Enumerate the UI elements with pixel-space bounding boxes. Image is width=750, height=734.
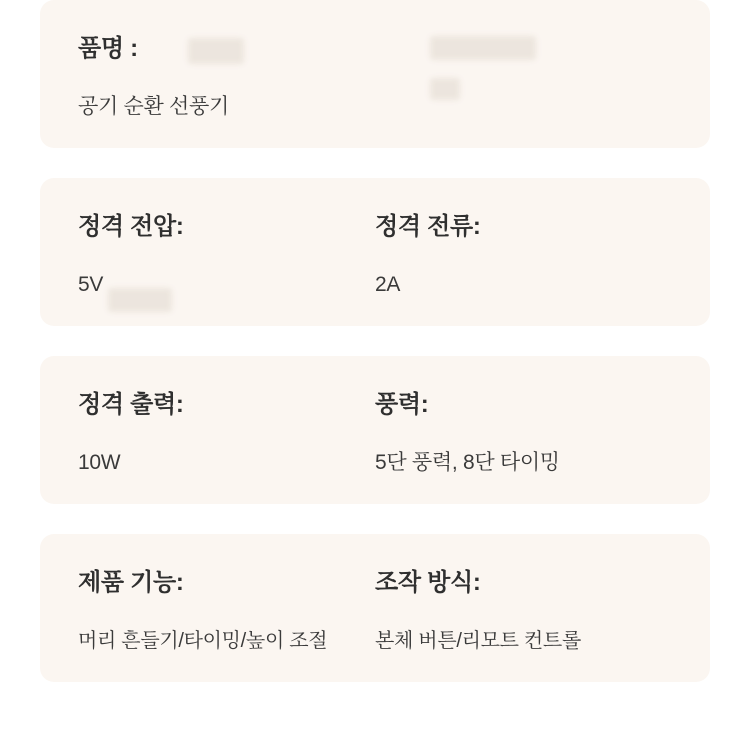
spec-field-rated-current <box>375 212 672 298</box>
spec-label: 제품 기능: <box>78 569 184 596</box>
spec-label: 품명 : <box>78 35 138 62</box>
spec-row <box>78 390 672 476</box>
spec-label: 정격 출력: <box>78 391 184 418</box>
spec-label: 풍력: <box>375 391 429 418</box>
spec-field-rated-voltage <box>78 212 375 298</box>
spec-value: 본체 버튼/리모트 컨트롤 <box>375 630 581 652</box>
spec-row <box>78 212 672 298</box>
spec-card-voltage-current <box>40 178 710 326</box>
spec-field-empty <box>375 34 672 120</box>
spec-field-product-function <box>78 568 375 654</box>
spec-value: 5V <box>78 273 104 296</box>
spec-value: 5단 풍력, 8단 타이밍 <box>375 451 560 474</box>
spec-card-product-name <box>40 0 710 148</box>
spec-value: 10W <box>78 451 121 474</box>
spec-value: 2A <box>375 273 401 296</box>
spec-field-rated-power <box>78 390 375 476</box>
spec-label: 조작 방식: <box>375 569 481 596</box>
spec-card-power-wind <box>40 356 710 504</box>
spec-label: 정격 전류: <box>375 213 481 240</box>
spec-row <box>78 34 672 120</box>
spec-field-operation-method <box>375 568 672 654</box>
spec-row <box>78 568 672 654</box>
spec-field-product-name <box>78 34 375 120</box>
bottom-spacer <box>40 712 710 720</box>
spec-label: 정격 전압: <box>78 213 184 240</box>
spec-field-wind-power <box>375 390 672 476</box>
spec-value: 공기 순환 선풍기 <box>78 95 229 118</box>
spec-card-function-control <box>40 534 710 682</box>
spec-value: 머리 흔들기/타이밍/높이 조절 <box>78 630 328 652</box>
